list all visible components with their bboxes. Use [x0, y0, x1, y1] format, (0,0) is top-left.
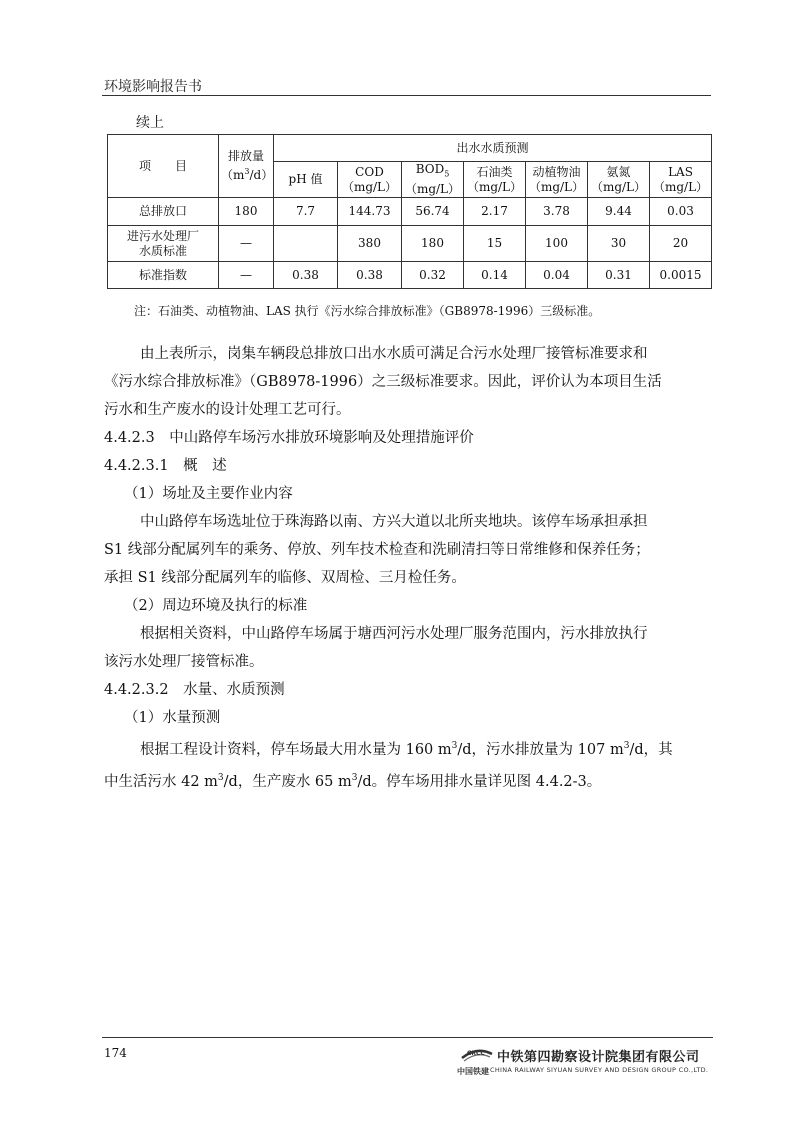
logo-text: CRCC: [467, 1050, 485, 1057]
paragraph-line: 中山路停车场选址位于珠海路以南、方兴大道以北所夹地块。该停车场承担承担: [140, 514, 648, 530]
param-header: COD （mg/L）: [338, 162, 402, 198]
table-cell: —: [219, 226, 274, 262]
subsection-title: （1）水量预测: [124, 710, 221, 726]
section-heading-44231: 4.4.2.3.1 概 述: [104, 458, 227, 474]
header-rule: [102, 95, 711, 96]
param-header: pH 值: [274, 162, 338, 198]
table-cell: 144.73: [338, 198, 402, 226]
param-header: $BOD_5$ （mg/L）: [402, 162, 464, 198]
table-cell: 0.0015: [650, 262, 712, 289]
param-header: LAS （mg/L）: [650, 162, 712, 198]
paragraph-line: 由上表所示，岗集车辆段总排放口出水水质可满足合污水处理厂接管标准要求和: [140, 346, 648, 362]
table-cell: 30: [588, 226, 650, 262]
table-cell: 380: [338, 226, 402, 262]
subsection-title: （1）场址及主要作业内容: [124, 486, 293, 502]
paragraph-line: S1 线部分配属列车的乘务、停放、列车技术检查和洗刷清扫等日常维修和保养任务；: [104, 542, 650, 558]
page-number: 174: [104, 1046, 127, 1060]
subsection-title: （2）周边环境及执行的标准: [124, 598, 308, 614]
paragraph-line: 《污水综合排放标准》（GB8978-1996）之三级标准要求。因此，评价认为本项目生活: [104, 374, 662, 390]
param-header: 氨氮 （mg/L）: [588, 162, 650, 198]
table-cell: 180: [219, 198, 274, 226]
paragraph-line: 根据工程设计资料，停车场最大用水量为 160 $m^3/d$，污水排放量为 107 $m^3/d$，其: [140, 741, 673, 758]
param-header: 石油类 （mg/L）: [464, 162, 526, 198]
table-cell: 100: [526, 226, 588, 262]
table-cell: —: [219, 262, 274, 289]
table-cell: 56.74: [402, 198, 464, 226]
table-cell: 0.04: [526, 262, 588, 289]
water-quality-table: [107, 134, 712, 289]
table-cell: [274, 226, 338, 262]
table-note: 注：石油类、动植物油、LAS 执行《污水综合排放标准》（GB8978-1996）三级标准。: [134, 304, 601, 318]
table-cell: 7.7: [274, 198, 338, 226]
table-cell: 0.32: [402, 262, 464, 289]
paragraph-line: 中生活污水 42 $m^3/d$，生产废水 65 $m^3/d$。停车场用排水量详见图 4.4.2-3。: [104, 772, 602, 790]
table-cell: 20: [650, 226, 712, 262]
section-heading-4423: 4.4.2.3 中山路停车场污水排放环境影响及处理措施评价: [104, 430, 474, 446]
section-heading-44232: 4.4.2.3.2 水量、水质预测: [104, 682, 285, 698]
paragraph-line: 该污水处理厂接管标准。: [104, 654, 264, 670]
table-cell: 0.03: [650, 198, 712, 226]
continued-label: 续上: [136, 115, 164, 131]
table-row: [108, 226, 712, 262]
table-cell: 0.38: [274, 262, 338, 289]
table-cell: 9.44: [588, 198, 650, 226]
discharge-label: 排放量: [227, 149, 264, 163]
table-cell: 0.14: [464, 262, 526, 289]
table-row: [108, 198, 712, 226]
row-label: 标准指数: [108, 262, 219, 289]
crcc-logo-icon: [460, 1044, 494, 1064]
table-header-item: 项 目: [108, 135, 219, 198]
paragraph-line: 根据相关资料，中山路停车场属于塘西河污水处理厂服务范围内，污水排放执行: [140, 626, 648, 642]
discharge-unit: $(m^3/d)$: [221, 167, 274, 182]
table-cell: 0.31: [588, 262, 650, 289]
table-header-quality-group: 出水水质预测: [274, 135, 712, 162]
company-name-english: CHINA RAILWAY SIYUAN SURVEY AND DESIGN GROUP CO.,LTD.: [490, 1066, 709, 1074]
page-header-title: 环境影响报告书: [104, 79, 202, 95]
param-header: 动植物油 （mg/L）: [526, 162, 588, 198]
crcc-name: 中国铁建: [457, 1067, 489, 1076]
company-name: 中铁第四勘察设计院集团有限公司: [497, 1050, 700, 1065]
paragraph-line: 污水和生产废水的设计处理工艺可行。: [104, 402, 351, 418]
table-cell: 2.17: [464, 198, 526, 226]
table-row: [108, 262, 712, 289]
table-cell: 180: [402, 226, 464, 262]
table-header-discharge: [219, 135, 274, 198]
row-label: 进污水处理厂 水质标准: [108, 226, 219, 262]
table-cell: 3.78: [526, 198, 588, 226]
paragraph-line: 承担 S1 线部分配属列车的临修、双周检、三月检任务。: [104, 570, 466, 586]
row-label: 总排放口: [108, 198, 219, 226]
footer-rule: [102, 1037, 713, 1038]
table-cell: 15: [464, 226, 526, 262]
table-cell: 0.38: [338, 262, 402, 289]
body-text: [104, 340, 713, 796]
